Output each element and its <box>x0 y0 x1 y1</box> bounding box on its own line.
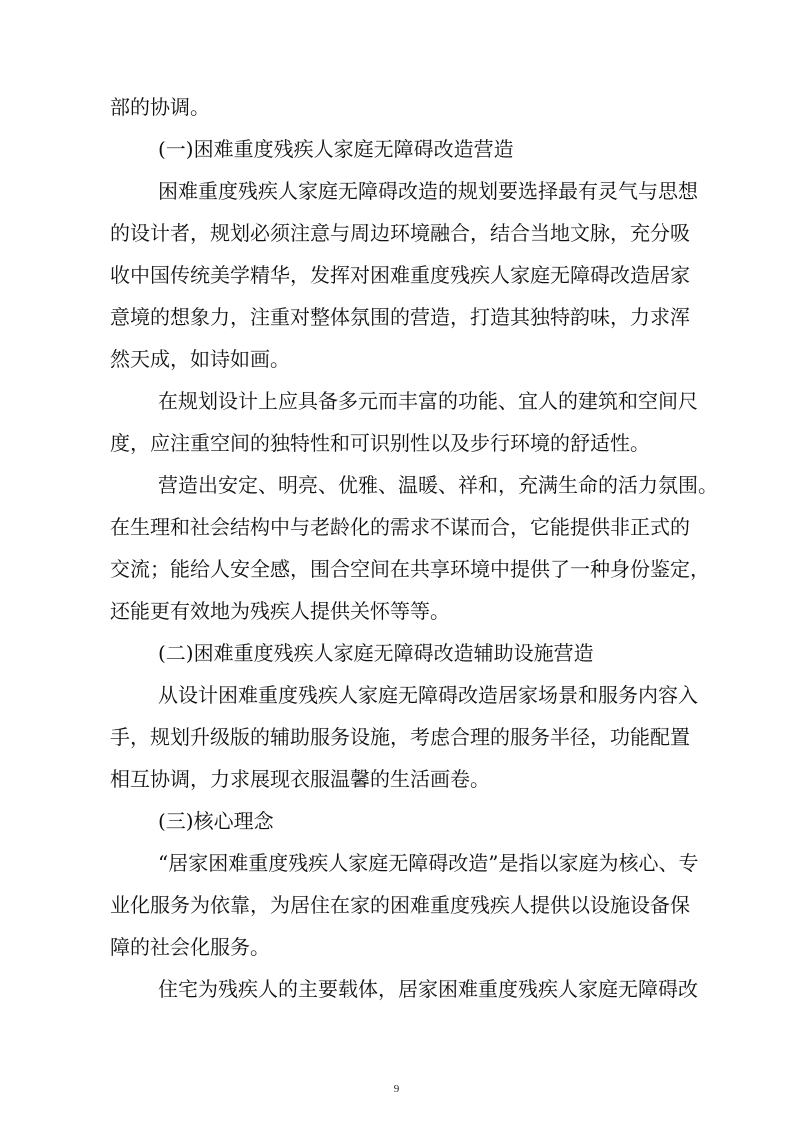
text-line: 收中国传统美学精华，发挥对困难重度残疾人家庭无障碍改造居家 <box>110 263 690 287</box>
text-line: 部的协调。 <box>110 95 210 119</box>
text-line: 的设计者，规划必须注意与周边环境融合，结合当地文脉，充分吸 <box>110 221 690 245</box>
text-line: 业化服务为依靠，为居住在家的困难重度残疾人提供以设施设备保 <box>110 893 690 917</box>
text-line: “居家困难重度残疾人家庭无障碍改造”是指以家庭为核心、专 <box>158 851 699 875</box>
text-line: 意境的想象力，注重对整体氛围的营造，打造其独特韵味，力求浑 <box>110 305 690 329</box>
text-line: 度，应注重空间的独特性和可识别性以及步行环境的舒适性。 <box>110 431 650 455</box>
text-line: 相互协调，力求展现衣服温馨的生活画卷。 <box>110 767 490 791</box>
body-text <box>110 86 718 1010</box>
section-heading-1: (一)困难重度残疾人家庭无障碍改造营造 <box>158 137 514 161</box>
text-line: 住宅为残疾人的主要载体，居家困难重度残疾人家庭无障碍改 <box>158 977 698 1001</box>
text-line: 然天成，如诗如画。 <box>110 347 290 371</box>
text-line: 障的社会化服务。 <box>110 935 270 959</box>
page-number: 9 <box>393 1083 400 1095</box>
text-line: 在生理和社会结构中与老龄化的需求不谋而合，它能提供非正式的 <box>110 515 690 539</box>
text-line: 从设计困难重度残疾人家庭无障碍改造居家场景和服务内容入 <box>158 683 698 707</box>
text-line: 手，规划升级版的辅助服务设施，考虑合理的服务半径，功能配置 <box>110 725 690 749</box>
text-line: 困难重度残疾人家庭无障碍改造的规划要选择最有灵气与思想 <box>158 179 698 203</box>
text-line: 交流；能给人安全感，围合空间在共享环境中提供了一种身份鉴定， <box>110 557 710 581</box>
text-line: 还能更有效地为残疾人提供关怀等等。 <box>110 599 450 623</box>
text-line: 在规划设计上应具备多元而丰富的功能、宜人的建筑和空间尺 <box>158 389 698 413</box>
text-line: 营造出安定、明亮、优雅、温暖、祥和，充满生命的活力氛围。 <box>158 473 718 497</box>
section-heading-2: (二)困难重度残疾人家庭无障碍改造辅助设施营造 <box>158 641 594 665</box>
section-heading-3: (三)核心理念 <box>158 809 274 833</box>
